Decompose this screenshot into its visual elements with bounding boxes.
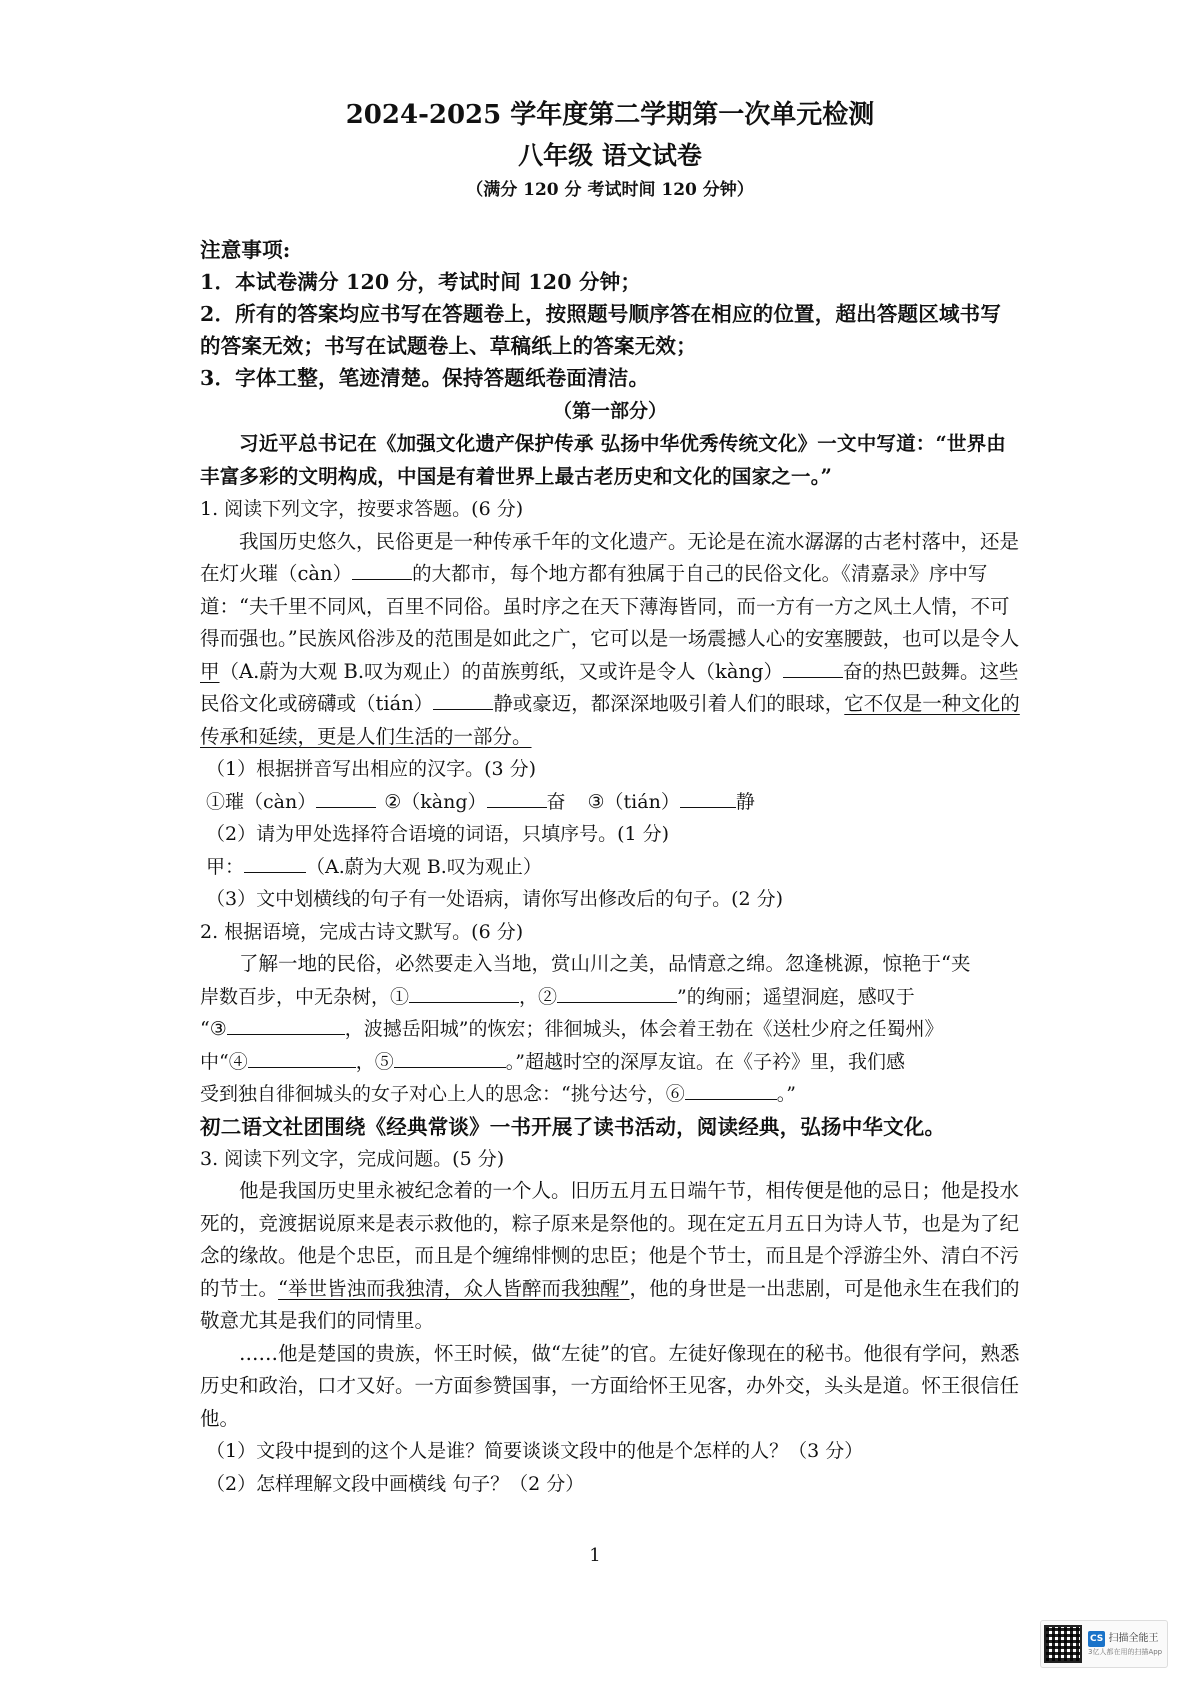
blank-tian[interactable]	[433, 689, 493, 710]
poem-blank-5[interactable]	[394, 1047, 506, 1068]
q2-line-5	[200, 1078, 1020, 1111]
poem-blank-1[interactable]	[409, 982, 519, 1003]
scanner-app-name: 扫描全能王	[1108, 1633, 1159, 1644]
exam-title: 2024-2025 学年度第二学期第一次单元检测	[345, 100, 875, 130]
answer-blank-3[interactable]	[680, 787, 736, 808]
notice-item-1: 1．本试卷满分 120 分，考试时间 120 分钟；	[200, 270, 642, 294]
q1-text-1: 我国历史悠久，民俗更是一种传承千年的文化遗产。无论是在流水潺潺的古老村落中，还是在灯火璀（càn）	[200, 529, 1020, 585]
answer-blank-1[interactable]	[316, 787, 376, 808]
q2-line-5-b: 。”	[776, 1083, 796, 1105]
part-one-heading: （第一部分）	[552, 400, 667, 422]
q2-line-2	[200, 981, 1020, 1014]
q1-text-6: 静或豪迈，都深深地吸引着人们的眼球，	[493, 692, 845, 715]
q2-line-3	[200, 1013, 1020, 1046]
q2-line-4-b: ，⑤	[355, 1050, 394, 1073]
question-1-passage	[200, 526, 1020, 754]
q1-sub-1-b-char: 奋	[546, 790, 566, 813]
q2-line-1: 了解一地的民俗，必然要走入当地，赏山川之美，品情意之绵。忽逢桃源，惊艳于“夹	[239, 952, 971, 975]
exam-subtitle: 八年级 语文试卷	[518, 141, 702, 170]
q1-sub-2: （2）请为甲处选择符合语境的词语，只填序号。(1 分)	[206, 823, 670, 845]
question-2-head: 2. 根据语境，完成古诗文默写。(6 分)	[200, 920, 524, 943]
scanner-tagline: 3亿人都在用的扫描App	[1088, 1648, 1163, 1656]
q3-underlined-quote: “举世皆浊而我独清，众人皆醉而我独醒”	[278, 1276, 630, 1300]
q2-line-4	[200, 1046, 1020, 1079]
q2-line-2-a: 岸数百步，中无杂树，①	[200, 985, 410, 1008]
q1-text-5: 奋的热巴鼓舞。这些民俗文化或磅礴或（tián）	[200, 659, 1019, 715]
q1-sub-1-a: ①璀（càn）	[206, 790, 317, 813]
q3-sub-2: （2）怎样理解文段中画横线 句子？（2 分）	[206, 1472, 585, 1495]
poem-blank-3[interactable]	[227, 1014, 345, 1035]
q2-line-3-a: “③	[200, 1018, 227, 1040]
q1-underlined-sentence: 它不仅是一种文化的传承和延续，更是人们生活的一部分。	[200, 692, 1020, 748]
q3-passage-1-end: ，他的身世是一出悲剧，可是他永生在我们的敬意尤其是我们的同情里。	[200, 1276, 1020, 1332]
q2-line-4-c: 。”超越时空的深厚友谊。在《子衿》里，我们感	[505, 1050, 905, 1073]
q1-marker-jia: 甲	[200, 659, 220, 683]
q3-passage-2: ……他是楚国的贵族，怀王时候，做“左徒”的官。左徒好像现在的秘书。他很有学问，熟悉历史和政治，口才又好。一方面参赞国事，一方面给怀王见客，办外交，头头是道。怀王很信任他。	[200, 1341, 1020, 1430]
q1-sub-1-b: ②（kàng）	[384, 790, 487, 813]
q3-passage-1	[200, 1175, 1020, 1338]
exam-note: （满分 120 分 考试时间 120 分钟）	[466, 180, 754, 200]
q1-sub-1-c-char: 静	[735, 790, 755, 813]
q2-line-3-b: ，波撼岳阳城”的恢宏；徘徊城头，体会着王勃在《送杜少府之任蜀州》	[344, 1018, 944, 1040]
q3-passage-1-text: 他是我国历史里永被纪念着的一个人。旧历五月五日端午节，相传便是他的忌日；他是投水死的，竞渡据说原来是表示救他的，粽子原来是祭他的。现在定五月五日为诗人节，也是为了纪念的缘故。他是个忠臣，而且是个缠绵悱恻的忠臣；他是个节士，而且是个浮游尘外、清白不污的节士。	[200, 1179, 1020, 1300]
poem-blank-2[interactable]	[557, 982, 677, 1003]
q1-sub-2-label: 甲：	[206, 855, 245, 878]
q1-sub-1: （1）根据拼音写出相应的汉字。(3 分)	[206, 758, 537, 780]
q1-sub-1-c: ③（tián）	[587, 790, 680, 813]
cs-logo-icon: CS	[1088, 1631, 1105, 1647]
club-statement: 初二语文社团围绕《经典常谈》一书开展了读书活动，阅读经典，弘扬中华文化。	[200, 1114, 946, 1139]
intro-paragraph: 习近平总书记在《加强文化遗产保护传承 弘扬中华优秀传统文化》一文中写道：“世界由丰富多彩的文明构成，中国是有着世界上最古老历史和文化的国家之一。”	[200, 432, 1007, 488]
notice-item-3: 3．字体工整，笔迹清楚。保持答题纸卷面清洁。	[200, 366, 650, 390]
qr-code-icon	[1044, 1625, 1082, 1663]
q1-text-4: （A.蔚为大观 B.叹为观止）的苗族剪纸，又或许是令人（kàng）	[219, 659, 784, 683]
poem-blank-6[interactable]	[685, 1079, 777, 1100]
poem-blank-4[interactable]	[248, 1047, 356, 1068]
q1-sub-1-answers	[200, 786, 1020, 819]
q2-line-2-c: ”的绚丽；遥望洞庭，感叹于	[677, 985, 915, 1008]
notice-heading: 注意事项:	[200, 238, 291, 262]
question-1-head: 1. 阅读下列文字，按要求答题。(6 分)	[200, 498, 524, 520]
page-number: 1	[589, 1545, 601, 1566]
notice-item-2: 2．所有的答案均应书写在答题卷上，按照题号顺序答在相应的位置，超出答题区域书写的答案无效；书写在试题卷上、草稿纸上的答案无效；	[200, 302, 1002, 358]
exam-page	[200, 96, 1020, 1500]
question-3-head: 3. 阅读下列文字，完成问题。(5 分)	[200, 1147, 505, 1170]
blank-kang[interactable]	[783, 657, 843, 678]
q2-line-5-a: 受到独自徘徊城头的女子对心上人的思念：“挑兮达兮，⑥	[200, 1083, 685, 1105]
answer-blank-jia[interactable]	[244, 852, 306, 873]
q1-sub-2-answer	[200, 851, 1020, 884]
scanner-watermark	[1040, 1620, 1168, 1668]
q1-text-2: 的大都市，每个地方都有独属于自己的民俗文化。《清嘉录》序中写道：“夫千里不同风，百里不同俗。虽时序之在天下薄海皆同，而一方有一方之风土人情，不可得而强也。”民族风俗涉及的范围是如此之广，它可以是一场震撼人心的安塞腰鼓，也可以是令人	[200, 562, 1020, 650]
q2-line-4-a: 中“④	[200, 1050, 248, 1073]
q1-sub-2-options: （A.蔚为大观 B.叹为观止）	[306, 855, 542, 878]
answer-blank-2[interactable]	[487, 787, 547, 808]
q2-line-2-b: ，②	[519, 985, 558, 1008]
blank-can[interactable]	[352, 559, 412, 580]
q3-sub-1: （1）文段中提到的这个人是谁？简要谈谈文段中的他是个怎样的人？（3 分）	[206, 1440, 864, 1462]
q1-sub-3: （3）文中划横线的句子有一处语病，请你写出修改后的句子。(2 分)	[206, 888, 784, 910]
